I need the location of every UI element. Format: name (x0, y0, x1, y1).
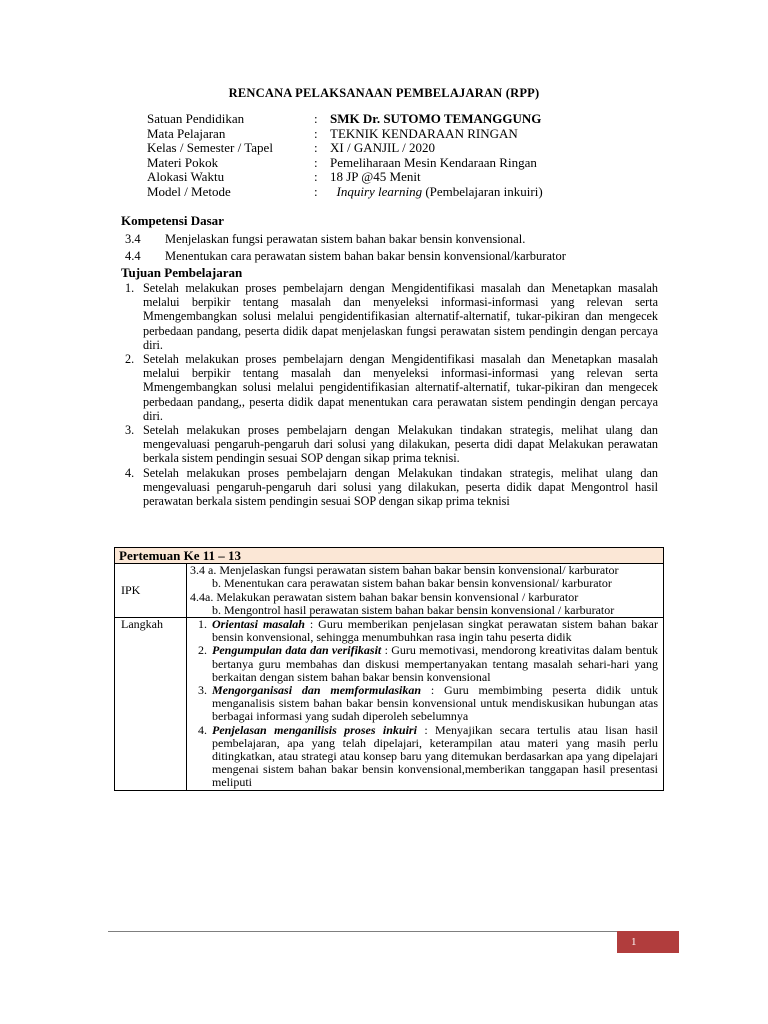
method-detail: (Pembelajaran inkuiri) (422, 183, 543, 199)
langkah-text: : Menyajikan secara tertulis atau lisan hasil pembelajaran, apa yang telah dipelajari, keterampilan atau materi yang masih perlu ditingkatkan, atau strategi atau konsep baru yang ditemukan berdasarkan apa yang dipelajari mengenai sistem bahan bakar bensin konvensional,memberikan tanggapan hasil presentasi meliputi (212, 722, 658, 790)
langkah-number: 4. (198, 722, 207, 737)
identity-colon: : (314, 125, 318, 141)
langkah-title: Mengorganisasi dan memformulasikan (212, 683, 422, 698)
identity-colon: : (314, 140, 318, 155)
identity-colon: : (314, 154, 318, 170)
langkah-text: : Guru memberikan penjelasan singkat perawatan sistem bahan bakar bensin konvensional, sehingga menumbuhkan rasa ingin tahu peserta didik (212, 617, 658, 645)
langkah-number: 3. (198, 683, 207, 698)
langkah-label: Langkah (115, 618, 187, 791)
langkah-item (190, 724, 658, 790)
identity-value: XI / GANJIL / 2020 (330, 140, 435, 155)
langkah-text: : Guru memotivasi, mendorong kreativitas dalam bentuk bertanya guru membahas dan diskusi mempertanyakan tentang masalah sehari-hari yang berkaitan dengan sistem bahan bakar bensin konvensional (212, 643, 658, 684)
kompetensi-text: Menentukan cara perawatan sistem bahan bakar bensin konvensional/karburator (165, 249, 566, 263)
langkah-title: Pengumpulan data dan verifikasit (212, 643, 382, 658)
identity-label: Alokasi Waktu (147, 169, 225, 184)
tujuan-list (121, 281, 658, 508)
identity-colon: : (314, 183, 318, 199)
identity-colon: : (314, 111, 318, 126)
tujuan-item (121, 281, 658, 352)
footer-divider (108, 931, 678, 932)
kompetensi-number: 4.4 (125, 249, 141, 263)
identity-value (330, 185, 543, 200)
tujuan-text: Setelah melakukan proses pembelajarn dengan Melakukan tindakan strategis, melihat ulang dan mengevaluasi pengaruh-pengaruh dari solusi yang dilakukan, peserta didik dapat Mengontrol hasil perawatan berkala sistem pendingin sesuai SOP dengan sikap prima teknisi (143, 465, 658, 509)
langkah-number: 2. (198, 643, 207, 658)
langkah-item (190, 644, 658, 684)
ipk-text: Melakukan perawatan sistem bahan bakar bensin konvensional / karburator (213, 589, 579, 604)
tujuan-item (121, 352, 658, 423)
tujuan-text: Setelah melakukan proses pembelajarn dengan Melakukan tindakan strategis, melihat ulang dan mengevaluasi pengaruh-pengaruh dari solusi yang dilakukan, peserta didi dapat Melakukan perawatan berkala sistem pendingin sesuai SOP dengan sikap prima teknisi. (143, 423, 658, 466)
tujuan-number: 3. (125, 423, 135, 438)
identity-label: Kelas / Semester / Tapel (147, 140, 273, 155)
identity-label: Mata Pelajaran (147, 125, 226, 141)
identity-label: Model / Metode (147, 183, 231, 199)
langkah-item (190, 618, 658, 644)
identity-colon: : (314, 169, 318, 184)
langkah-text: : Guru membimbing peserta didik untuk menganalisis sistem bahan bakar bensin konvensional untuk mendiskusikan hubungan atas berbagai informasi yang sudah diperoleh sebelumnya (212, 683, 658, 724)
ipk-lead: b. (212, 602, 221, 617)
ipk-cell (187, 564, 664, 618)
ipk-lead: 3.4 a. (190, 563, 217, 578)
identity-value: 18 JP @45 Menit (330, 169, 421, 184)
kompetensi-text: Menjelaskan fungsi perawatan sistem bahan bakar bensin konvensional. (165, 232, 526, 246)
tujuan-text: Setelah melakukan proses pembelajarn dengan Mengidentifikasi masalah dan Menetapkan masalah melalui berpikir tentang masalah dan menyeleksi informasi-informasi yang relevan serta Mmengembangkan solusi melalui pengidentifikasian alternatif-alternatif, tukar-pikiran dan mengecek perbedaan pandang,, peserta didik dapat menentukan cara perawatan sistem pendingin dengan percaya diri. (143, 352, 658, 423)
tujuan-number: 2. (125, 352, 135, 367)
tujuan-number: 1. (125, 281, 135, 295)
document-title: RENCANA PELAKSANAAN PEMBELAJARAN (RPP) (228, 86, 540, 100)
ipk-row (115, 564, 664, 618)
langkah-row (115, 618, 664, 791)
identity-label: Satuan Pendidikan (147, 111, 245, 126)
pertemuan-header-row (115, 548, 664, 564)
langkah-title: Penjelasan menganilisis proses inkuiri (212, 722, 417, 737)
ipk-label: IPK (115, 564, 187, 618)
page-number-badge (617, 931, 679, 953)
langkah-cell (187, 618, 664, 791)
ipk-text: Menjelaskan fungsi perawatan sistem bahan bakar bensin konvensional/ karburator (216, 563, 619, 578)
kompetensi-item (125, 232, 525, 247)
kompetensi-item (125, 249, 566, 264)
identity-label: Materi Pokok (147, 154, 219, 170)
method-italic: Inquiry learning (336, 183, 423, 199)
tujuan-item (121, 423, 658, 466)
ipk-lead: b. (212, 576, 221, 591)
tujuan-text: Setelah melakukan proses pembelajarn dengan Mengidentifikasi masalah dan Menetapkan masalah melalui berpikir tentang masalah dan menyeleksi informasi-informasi yang relevan serta Mmengembangkan solusi melalui pengidentifikasian alternatif-alternatif, tukar-pikiran dan mengecek perbedaan pandang, peserta didik dapat menjelaskan fungsi perawatan sistem pendingin dengan percaya diri. (143, 281, 658, 352)
langkah-number: 1. (198, 617, 207, 632)
kompetensi-number: 3.4 (125, 232, 141, 246)
tujuan-number: 4. (125, 465, 135, 480)
identity-value: Pemeliharaan Mesin Kendaraan Ringan (330, 154, 537, 170)
pertemuan-table (114, 547, 664, 791)
page-number: 1 (631, 936, 637, 948)
tujuan-heading: Tujuan Pembelajaran (121, 265, 243, 280)
ipk-lead: 4.4a. (190, 589, 214, 604)
tujuan-item (121, 466, 658, 509)
langkah-title: Orientasi masalah (212, 617, 305, 632)
pertemuan-header: Pertemuan Ke 11 – 13 (115, 548, 664, 564)
kompetensi-dasar-heading: Kompetensi Dasar (121, 213, 224, 228)
langkah-item (190, 684, 658, 724)
ipk-text: Menentukan cara perawatan sistem bahan bakar bensin konvensional/ karburator (221, 576, 612, 591)
ipk-item (190, 604, 660, 617)
ipk-text: Mengontrol hasil perawatan sistem bahan bakar bensin konvensional / karburator (221, 602, 615, 617)
identity-value: TEKNIK KENDARAAN RINGAN (330, 125, 518, 141)
identity-value: SMK Dr. SUTOMO TEMANGGUNG (330, 111, 542, 126)
